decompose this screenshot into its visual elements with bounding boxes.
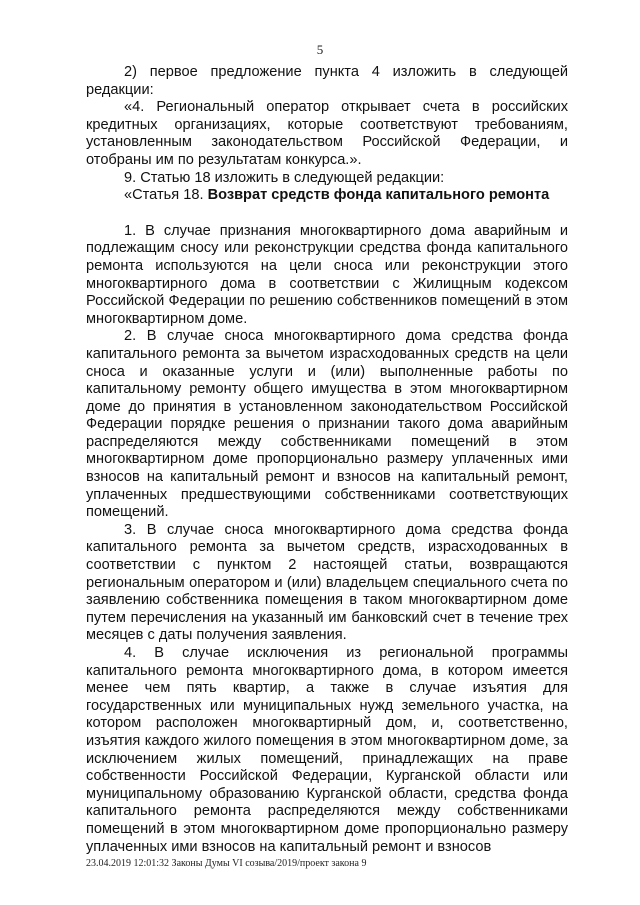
clause-3: 3. В случае сноса многоквартирного дома средства фонда капитального ремонта за вычетом средств, израсходованных в соответствии с пунктом 2 настоящей статьи, возвращаются региональным оператором и (или) владельцем специального счета по заявлению собственника помещения в таком многоквартирном доме путем перечисления на указанный им банковский счет в течение трех месяцев с даты получения заявления. bbox=[86, 521, 568, 644]
footer-metadata: 23.04.2019 12:01:32 Законы Думы VI созыва/2019/проект закона 9 bbox=[86, 858, 367, 869]
clause-1: 1. В случае признания многоквартирного дома аварийным и подлежащим сносу или реконструкции средства фонда капитального ремонта используются на цели сноса или реконструкции этого многоквартирного дома в соответствии с Жилищным кодексом Российской Федерации по решению собственников помещений в этом многоквартирном доме. bbox=[86, 222, 568, 327]
paragraph-quote-4: «4. Региональный оператор открывает счета в российских кредитных организациях, которые соответствуют требованиям, установленным законодательством Российской Федерации, и отобраны им по результатам конкурса.». bbox=[86, 99, 568, 168]
article-prefix: «Статья 18. bbox=[124, 187, 208, 204]
article-heading bbox=[86, 187, 568, 205]
page-number: 5 bbox=[316, 42, 324, 57]
paragraph-item-2: 2) первое предложение пункта 4 изложить в следующей редакции: bbox=[86, 64, 568, 98]
paragraph-item-9: 9. Статью 18 изложить в следующей редакции: bbox=[124, 169, 445, 186]
clause-2: 2. В случае сноса многоквартирного дома средства фонда капитального ремонта за вычетом израсходованных средств на цели сноса и оказанные услуги и (или) выполненные работы по капитальному ремонту общего имущества в этом многоквартирном доме до принятия в установленном законодательством Российской Федерации порядке решения о признании такого дома аварийным распределяются между собственниками помещений в этом многоквартирном доме пропорционально размеру уплаченных ими взносов на капитальный ремонт и взносов на капитальный ремонт, уплаченных предшествующими собственниками соответствующих помещений. bbox=[86, 328, 568, 521]
article-title: Возврат средств фонда капитального ремонта bbox=[207, 187, 550, 204]
clause-4: 4. В случае исключения из региональной программы капитального ремонта многоквартирного дома, в котором имеется менее чем пять квартир, а также в случае изъятия для государственных или муниципальных нужд земельного участка, на котором расположен многоквартирный дом, и, соответственно, изъятия каждого жилого помещения в этом многоквартирном доме, за исключением жилых помещений, принадлежащих на праве собственности Российской Федерации, Курганской области или муниципальному образованию Курганской области, средства фонда капитального ремонта распределяются между собственниками помещений в этом многоквартирном доме пропорционально размеру уплаченных ими взносов на капитальный ремонт и взносов bbox=[86, 645, 568, 855]
document-body bbox=[86, 64, 568, 856]
